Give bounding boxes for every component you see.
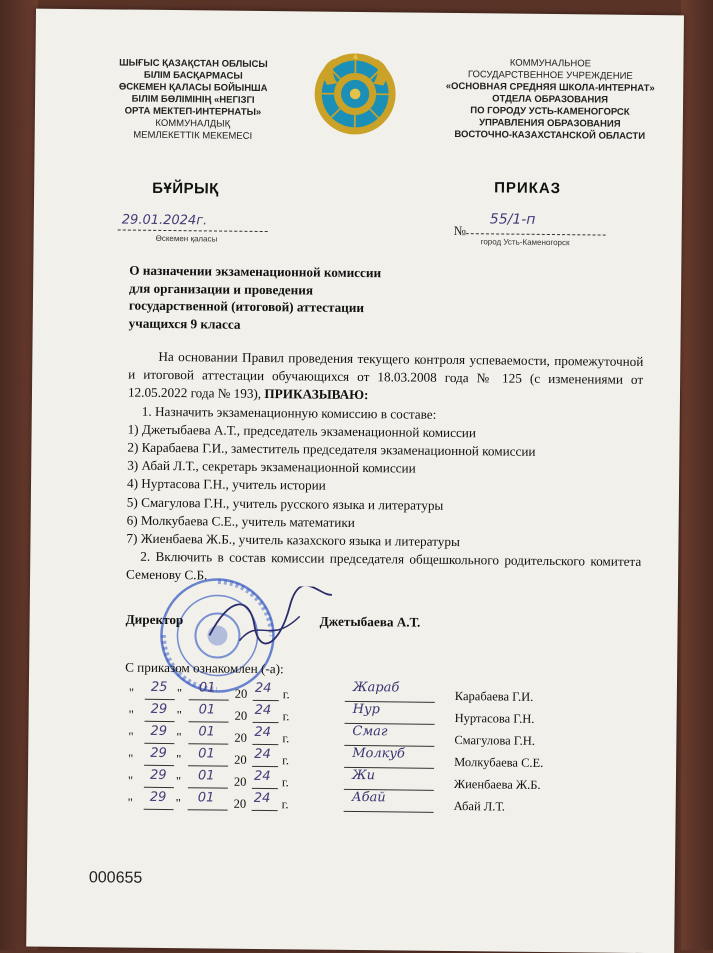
ack-month: 01 [199, 680, 216, 695]
header-kz-line: БІЛІМ БАСҚАРМАСЫ [93, 69, 293, 83]
table-surface-right [681, 0, 713, 950]
header-ru-line: ПО ГОРОДУ УСТЬ-КАМЕНОГОРСК [430, 105, 670, 120]
order-subject [129, 262, 382, 335]
ack-day: 29 [150, 746, 167, 761]
ack-year-prefix: 20 [234, 731, 247, 746]
quote-mark: " [128, 796, 133, 811]
subject-line: О назначении экзаменационной комиссии [129, 262, 381, 282]
ack-year: 24 [254, 791, 271, 806]
header-russian [430, 57, 671, 144]
header-kz-line: БІЛІМ БӨЛІМІНІҢ «НЕГІЗГІ [93, 93, 293, 107]
ack-name: Жиенбаева Ж.Б. [454, 777, 541, 793]
header-ru-line: КОММУНАЛЬНОЕ [430, 57, 670, 72]
ack-year-prefix: 20 [234, 775, 247, 790]
number-label: № [454, 223, 467, 239]
quote-mark: " [129, 708, 134, 723]
ack-month: 01 [198, 790, 215, 805]
ack-year-suffix: г. [283, 687, 290, 702]
ack-month: 01 [198, 724, 215, 739]
ack-name: Нуртасова Г.Н. [455, 711, 535, 727]
ack-year: 24 [254, 769, 271, 784]
ack-year-suffix: г. [283, 709, 290, 724]
ack-day: 29 [150, 790, 167, 805]
director-name: Джетыбаева А.Т. [320, 614, 421, 631]
header-ru-line: ОТДЕЛА ОБРАЗОВАНИЯ [430, 93, 670, 108]
quote-mark: " [128, 774, 133, 789]
quote-mark: " [176, 752, 181, 767]
order-document [26, 9, 684, 953]
ack-day: 29 [150, 724, 167, 739]
header-kz-line: КОММУНАЛДЫҚ [93, 117, 293, 131]
order-date: 29.01.2024г. [122, 213, 208, 229]
ack-signature: Абай [352, 790, 386, 805]
commission-members [126, 420, 642, 553]
number-line [466, 233, 606, 235]
quote-mark: " [177, 708, 182, 723]
quote-mark: " [128, 730, 133, 745]
ack-signature: Нур [353, 702, 380, 717]
quote-mark: " [176, 796, 181, 811]
ack-month: 01 [198, 768, 215, 783]
member-item: 2) Карабаева Г.И., заместитель председателя экзаменационной комиссии [127, 439, 642, 463]
city-kazakh: Өскемен қаласы [156, 234, 218, 244]
order-keyword: ПРИКАЗЫВАЮ: [264, 386, 368, 402]
kazakhstan-emblem-icon [311, 49, 400, 138]
ack-year: 24 [254, 725, 271, 740]
quote-mark: " [176, 774, 181, 789]
subject-line: учащихся 9 класса [129, 314, 381, 334]
ack-day: 25 [151, 680, 168, 695]
acknowledgement-row [124, 794, 644, 819]
subject-line: для организации и проведения [129, 279, 381, 299]
ack-year: 24 [254, 747, 271, 762]
header-ru-line: «ОСНОВНАЯ СРЕДНЯЯ ШКОЛА-ИНТЕРНАТ» [430, 81, 670, 96]
header-ru-line: ГОСУДАРСТВЕННОЕ УЧРЕЖДЕНИЕ [430, 69, 670, 84]
header-ru-line: УПРАВЛЕНИЯ ОБРАЗОВАНИЯ [430, 117, 670, 132]
ack-day: 29 [151, 702, 168, 717]
subject-line: государственной (итоговой) аттестации [129, 297, 381, 317]
quote-mark: " [176, 730, 181, 745]
acknowledgement-title: С приказом ознакомлен (-а): [125, 660, 284, 678]
quote-mark: " [129, 686, 134, 701]
title-kazakh: БҰЙРЫҚ [152, 180, 219, 198]
city-russian: город Усть-Каменогорск [481, 237, 570, 247]
ack-year: 24 [255, 703, 272, 718]
header-kz-line: ОРТА МЕКТЕП-ИНТЕРНАТЫ» [93, 105, 293, 119]
serial-number: 000655 [89, 869, 143, 888]
order-number: 55/1-п [490, 211, 536, 227]
ack-name: Смагулова Г.Н. [454, 733, 535, 749]
ack-year-prefix: 20 [234, 753, 247, 768]
ack-year-suffix: г. [282, 731, 289, 746]
ack-name: Молкубаева С.Е. [454, 755, 543, 771]
title-russian: ПРИКАЗ [494, 179, 561, 197]
member-item: 6) Молкубаева С.Е., учитель математики [127, 511, 642, 535]
ack-month: 01 [199, 702, 216, 717]
date-line [118, 229, 268, 232]
ack-year-prefix: 20 [235, 687, 248, 702]
header-kz-line: ӨСКЕМЕН ҚАЛАСЫ БОЙЫНША [93, 81, 293, 95]
ack-year: 24 [255, 681, 272, 696]
director-label: Директор [126, 612, 184, 629]
member-item: 5) Смагулова Г.Н., учитель русского языка и литературы [127, 493, 642, 517]
point-2: 2. Включить в состав комиссии председателя общешкольного родительского комитета Семенову С.Б. [126, 548, 641, 590]
member-item: 3) Абай Л.Т., секретарь экзаменационной комиссии [127, 457, 642, 481]
order-body [126, 348, 643, 590]
quote-mark: " [128, 752, 133, 767]
ack-month: 01 [198, 746, 215, 761]
ack-year-prefix: 20 [234, 797, 247, 812]
member-item: 1) Джетыбаева А.Т., председатель экзаменационной комиссии [128, 420, 643, 444]
ack-year-suffix: г. [282, 797, 289, 812]
preamble [128, 348, 644, 408]
ack-signature: Жараб [353, 680, 400, 695]
ack-day: 29 [150, 768, 167, 783]
ack-signature: Жи [352, 768, 375, 783]
ack-year-suffix: г. [282, 753, 289, 768]
header-kz-line: МЕМЛЕКЕТТІК МЕКЕМЕСІ [93, 129, 293, 143]
preamble-text: На основании Правил проведения текущего контроля успеваемости, промежуточной и итоговой аттестации обучающихся от 18.03.2008 года № 125 (с изменениями от 12.05.2022 года № 193), [128, 349, 644, 402]
ack-name: Карабаева Г.И. [455, 689, 534, 705]
header-ru-line: ВОСТОЧНО-КАЗАХСТАНСКОЙ ОБЛАСТИ [430, 129, 670, 144]
quote-mark: " [177, 686, 182, 701]
ack-name: Абай Л.Т. [454, 799, 505, 815]
header-kazakh [93, 57, 294, 143]
member-item: 4) Нуртасова Г.Н., учитель истории [127, 475, 642, 499]
ack-year-suffix: г. [282, 775, 289, 790]
ack-year-prefix: 20 [235, 709, 248, 724]
header-kz-line: ШЫҒЫС ҚАЗАҚСТАН ОБЛЫСЫ [93, 57, 293, 71]
ack-signature: Смаг [352, 724, 387, 739]
point-1: 1. Назначить экзаменационную комиссию в составе: [128, 402, 643, 426]
member-item: 7) Жиенбаева Ж.Б., учитель казахского языка и литературы [126, 530, 641, 554]
ack-signature: Молкуб [352, 746, 405, 762]
